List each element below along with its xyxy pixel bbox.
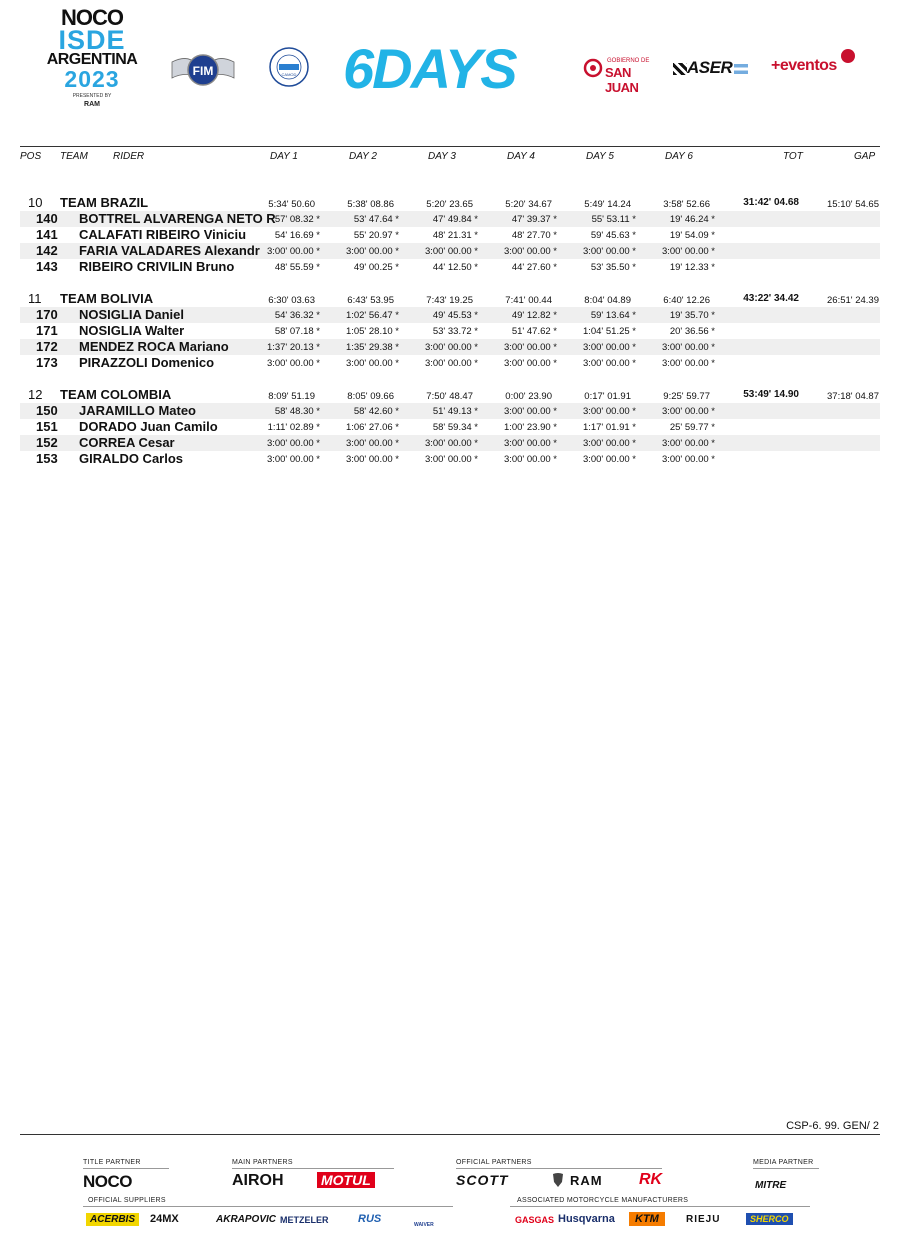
team-day-time: 6:40' 12.26 [663, 295, 710, 306]
rider-name: FARIA VALADARES Alexandr [79, 243, 260, 258]
main-partners-label: MAIN PARTNERS [232, 1159, 293, 1166]
footer-rule [20, 1134, 880, 1135]
rieju-logo: RIEJU [686, 1214, 721, 1225]
col-day3: DAY 3 [428, 151, 456, 162]
rider-number: 152 [36, 435, 58, 450]
rider-day-time: 3:00' 00.00 * [582, 246, 636, 257]
team-day-time: 7:50' 48.47 [426, 391, 473, 402]
logo-line-year: 2023 [64, 66, 120, 92]
team-day-time: 0:00' 23.90 [505, 391, 552, 402]
rider-day-time: 1:05' 28.10 * [345, 326, 399, 337]
rider-row [20, 323, 880, 339]
team-day-time: 5:34' 50.60 [268, 199, 315, 210]
sun-icon [583, 58, 603, 78]
rider-day-time: 3:00' 00.00 * [661, 438, 715, 449]
document-code: CSP-6. 99. GEN/ 2 [786, 1120, 879, 1132]
rider-row [20, 403, 880, 419]
rider-number: 172 [36, 339, 58, 354]
official-suppliers-line [83, 1206, 453, 1207]
col-rider: RIDER [113, 151, 145, 162]
rider-day-time: 3:00' 00.00 * [266, 454, 320, 465]
rider-day-time: 1:11' 02.89 * [267, 422, 320, 433]
rider-day-time: 3:00' 00.00 * [503, 342, 557, 353]
rider-name: MENDEZ ROCA Mariano [79, 339, 229, 354]
rider-day-time: 53' 33.72 * [432, 326, 478, 337]
team-gap-time: 26:51' 24.39 [827, 295, 879, 306]
rider-name: BOTTREL ALVARENGA NETO R [79, 211, 276, 226]
rider-row [20, 419, 880, 435]
rider-day-time: 3:00' 00.00 * [424, 454, 478, 465]
camod-seal [268, 46, 310, 88]
rider-day-time: 53' 35.50 * [590, 262, 636, 273]
checkered-flag-icon [673, 63, 687, 75]
media-partner-label: MEDIA PARTNER [753, 1159, 814, 1166]
rider-day-time: 3:00' 00.00 * [424, 342, 478, 353]
svg-text:CAMOD: CAMOD [281, 72, 297, 77]
san-juan-small-text: GOBIERNO DE [607, 58, 650, 64]
rider-day-time: 3:00' 00.00 * [661, 358, 715, 369]
rider-day-time: 54' 16.69 * [274, 230, 320, 241]
san-juan-big-text: SAN JUAN [605, 65, 639, 95]
team-day-time: 5:20' 34.67 [505, 199, 552, 210]
col-day2: DAY 2 [349, 151, 377, 162]
rider-name: RIBEIRO CRIVILIN Bruno [79, 259, 235, 274]
team-day-time: 5:49' 14.24 [584, 199, 631, 210]
team-position: 12 [28, 387, 43, 402]
rider-row [20, 307, 880, 323]
team-day-time: 8:04' 04.89 [584, 295, 631, 306]
col-tot: TOT [783, 151, 803, 162]
team-total-time: 31:42' 04.68 [743, 197, 799, 208]
rider-row [20, 339, 880, 355]
rider-day-time: 3:00' 00.00 * [503, 438, 557, 449]
rider-day-time: 3:00' 00.00 * [582, 454, 636, 465]
col-gap: GAP [854, 151, 876, 162]
rider-name: NOSIGLIA Walter [79, 323, 185, 338]
rider-day-time: 44' 27.60 * [511, 262, 557, 273]
badge-icon [841, 49, 855, 63]
rider-day-time: 59' 45.63 * [590, 230, 636, 241]
team-row [0, 387, 900, 403]
waiver-logo: WAIVER [414, 1222, 434, 1228]
rider-day-time: 3:00' 00.00 * [661, 454, 715, 465]
official-partners-line [456, 1168, 662, 1169]
rider-day-time: 3:00' 00.00 * [661, 406, 715, 417]
rider-day-time: 47' 39.37 * [511, 214, 557, 225]
logo-line-argentina: ARGENTINA [46, 51, 138, 68]
rider-day-time: 49' 45.53 * [432, 310, 478, 321]
logo-line-isde: ISDE [58, 25, 126, 55]
rider-day-time: 1:00' 23.90 * [503, 422, 557, 433]
official-suppliers-label: OFFICIAL SUPPLIERS [88, 1197, 166, 1204]
rider-day-time: 1:35' 29.38 * [345, 342, 399, 353]
rider-name: JARAMILLO Mateo [79, 403, 196, 418]
team-total-time: 53:49' 14.90 [743, 389, 799, 400]
24mx-logo: 24MX [150, 1213, 179, 1225]
rider-day-time: 55' 20.97 * [353, 230, 399, 241]
rider-row [20, 227, 880, 243]
rider-day-time: 54' 36.32 * [274, 310, 320, 321]
rider-day-time: 3:00' 00.00 * [582, 406, 636, 417]
team-day-time: 9:25' 59.77 [663, 391, 710, 402]
col-day5: DAY 5 [586, 151, 614, 162]
manufacturers-label: ASSOCIATED MOTORCYCLE MANUFACTURERS [517, 1197, 689, 1204]
team-row [0, 291, 900, 307]
team-row [0, 195, 900, 211]
airoh-logo: AIROH [232, 1172, 284, 1189]
rider-day-time: 59' 13.64 * [590, 310, 636, 321]
rider-day-time: 3:00' 00.00 * [503, 454, 557, 465]
rider-name: DORADO Juan Camilo [79, 419, 218, 434]
rider-day-time: 3:00' 00.00 * [345, 358, 399, 369]
noco-logo: NOCO [83, 1172, 132, 1191]
rider-day-time: 58' 48.30 * [274, 406, 320, 417]
team-name: TEAM BRAZIL [60, 195, 149, 210]
team-total-time: 43:22' 34.42 [743, 293, 799, 304]
rider-day-time: 3:00' 00.00 * [503, 406, 557, 417]
team-day-time: 7:43' 19.25 [426, 295, 473, 306]
rider-day-time: 58' 42.60 * [353, 406, 399, 417]
mitre-logo: MITRE [755, 1180, 787, 1191]
aser-logo: ASER [673, 58, 748, 78]
manufacturers-line [510, 1206, 810, 1207]
rus-logo: RUS [358, 1213, 382, 1225]
rider-number: 150 [36, 403, 58, 418]
rider-day-time: 3:00' 00.00 * [424, 438, 478, 449]
rider-row [20, 451, 880, 467]
rider-day-time: 48' 21.31 * [432, 230, 478, 241]
eventos-logo: +eventos [771, 57, 837, 75]
rider-day-time: 49' 12.82 * [511, 310, 557, 321]
rider-name: GIRALDO Carlos [79, 451, 184, 466]
col-day4: DAY 4 [507, 151, 535, 162]
rk-logo: RK [639, 1171, 663, 1188]
rider-name: NOSIGLIA Daniel [79, 307, 184, 322]
rider-day-time: 47' 49.84 * [432, 214, 478, 225]
rider-day-time: 3:00' 00.00 * [582, 342, 636, 353]
rider-row [20, 211, 880, 227]
rider-day-time: 3:00' 00.00 * [424, 246, 478, 257]
rider-row [20, 355, 880, 371]
team-day-time: 8:05' 09.66 [347, 391, 394, 402]
team-day-time: 6:30' 03.63 [268, 295, 315, 306]
scott-logo: SCOTT [456, 1172, 509, 1188]
argentina-flag-icon [734, 64, 748, 74]
rider-day-time: 3:00' 00.00 * [503, 246, 557, 257]
rider-day-time: 1:06' 27.06 * [345, 422, 399, 433]
rider-name: CORREA Cesar [79, 435, 175, 450]
rider-day-time: 3:00' 00.00 * [345, 438, 399, 449]
ram-logo: RAM [570, 1173, 603, 1188]
main-partners-line [232, 1168, 394, 1169]
rider-day-time: 1:17' 01.91 * [582, 422, 636, 433]
team-day-time: 6:43' 53.95 [347, 295, 394, 306]
rider-day-time: 19' 12.33 * [669, 262, 715, 273]
ram-head-icon [551, 1172, 565, 1188]
official-partners-label: OFFICIAL PARTNERS [456, 1159, 532, 1166]
team-day-time: 7:41' 00.44 [505, 295, 552, 306]
rider-day-time: 3:00' 00.00 * [661, 246, 715, 257]
rider-day-time: 3:00' 00.00 * [424, 358, 478, 369]
rider-day-time: 3:00' 00.00 * [345, 246, 399, 257]
rider-day-time: 19' 54.09 * [669, 230, 715, 241]
rider-day-time: 3:00' 00.00 * [345, 454, 399, 465]
rider-day-time: 55' 53.11 * [591, 214, 636, 225]
page-header [0, 0, 900, 140]
rider-number: 143 [36, 259, 58, 274]
rider-day-time: 57' 08.32 * [274, 214, 320, 225]
rider-day-time: 19' 35.70 * [669, 310, 715, 321]
husqvarna-logo: Husqvarna [558, 1213, 615, 1225]
rider-day-time: 58' 59.34 * [432, 422, 478, 433]
rider-day-time: 49' 00.25 * [353, 262, 399, 273]
header-rule [20, 146, 880, 147]
rider-number: 173 [36, 355, 58, 370]
team-day-time: 3:58' 52.66 [663, 199, 710, 210]
col-pos: POS [20, 151, 42, 162]
rider-day-time: 19' 46.24 * [669, 214, 715, 225]
col-day6: DAY 6 [665, 151, 693, 162]
team-name: TEAM COLOMBIA [60, 387, 172, 402]
rider-number: 141 [36, 227, 58, 242]
team-position: 10 [28, 195, 43, 210]
rider-day-time: 53' 47.64 * [353, 214, 399, 225]
team-day-time: 8:09' 51.19 [268, 391, 315, 402]
rider-row [20, 435, 880, 451]
rider-day-time: 3:00' 00.00 * [266, 358, 320, 369]
title-partner-line [83, 1168, 169, 1169]
rider-number: 140 [36, 211, 58, 226]
rider-day-time: 3:00' 00.00 * [503, 358, 557, 369]
gasgas-logo: GASGAS [515, 1215, 555, 1225]
isde-argentina-logo [44, 5, 140, 110]
rider-number: 153 [36, 451, 58, 466]
team-gap-time: 15:10' 54.65 [827, 199, 879, 210]
rider-day-time: 48' 27.70 * [511, 230, 557, 241]
team-gap-time: 37:18' 04.87 [827, 391, 879, 402]
team-day-time: 0:17' 01.91 [584, 391, 631, 402]
team-day-time: 5:20' 23.65 [426, 199, 473, 210]
title-partner-label: TITLE PARTNER [83, 1159, 141, 1166]
akrapovic-logo: AKRAPOVIC [216, 1214, 277, 1225]
rider-name: PIRAZZOLI Domenico [79, 355, 215, 370]
rider-day-time: 3:00' 00.00 * [661, 342, 715, 353]
rider-number: 170 [36, 307, 58, 322]
logo-presented-by: PRESENTED BY [72, 93, 112, 99]
rider-day-time: 58' 07.18 * [274, 326, 320, 337]
col-team: TEAM [60, 151, 88, 162]
col-day1: DAY 1 [270, 151, 298, 162]
rider-number: 142 [36, 243, 58, 258]
rider-number: 151 [36, 419, 58, 434]
logo-sponsor-ram: RAM [84, 101, 100, 108]
rider-name: CALAFATI RIBEIRO Viniciu [79, 227, 247, 242]
svg-text:FIM: FIM [192, 64, 214, 78]
rider-day-time: 3:00' 00.00 * [582, 358, 636, 369]
metzeler-logo: METZELER [280, 1215, 329, 1225]
rider-day-time: 3:00' 00.00 * [266, 438, 320, 449]
team-day-time: 5:38' 08.86 [347, 199, 394, 210]
sherco-logo: SHERCO [746, 1213, 793, 1225]
logo-line-noco: NOCO [61, 5, 123, 30]
six-days-logo: 6DAYS [343, 37, 516, 100]
rider-day-time: 1:37' 20.13 * [266, 342, 320, 353]
rider-day-time: 48' 55.59 * [274, 262, 320, 273]
acerbis-logo: ACERBIS [86, 1213, 139, 1226]
rider-day-time: 3:00' 00.00 * [266, 246, 320, 257]
team-name: TEAM BOLIVIA [60, 291, 154, 306]
rider-day-time: 51' 47.62 * [511, 326, 557, 337]
rider-day-time: 1:04' 51.25 * [582, 326, 636, 337]
rider-number: 171 [36, 323, 58, 338]
rider-day-time: 25' 59.77 * [669, 422, 715, 433]
rider-day-time: 3:00' 00.00 * [582, 438, 636, 449]
rider-row [20, 243, 880, 259]
media-partner-line [753, 1168, 819, 1169]
fim-logo [170, 50, 236, 90]
rider-row [20, 259, 880, 275]
motul-logo: MOTUL [317, 1172, 375, 1188]
rider-day-time: 1:02' 56.47 * [345, 310, 399, 321]
rider-day-time: 51' 49.13 * [432, 406, 478, 417]
rider-day-time: 20' 36.56 * [669, 326, 715, 337]
rider-day-time: 44' 12.50 * [432, 262, 478, 273]
ktm-logo: KTM [629, 1212, 665, 1226]
team-position: 11 [28, 291, 42, 306]
